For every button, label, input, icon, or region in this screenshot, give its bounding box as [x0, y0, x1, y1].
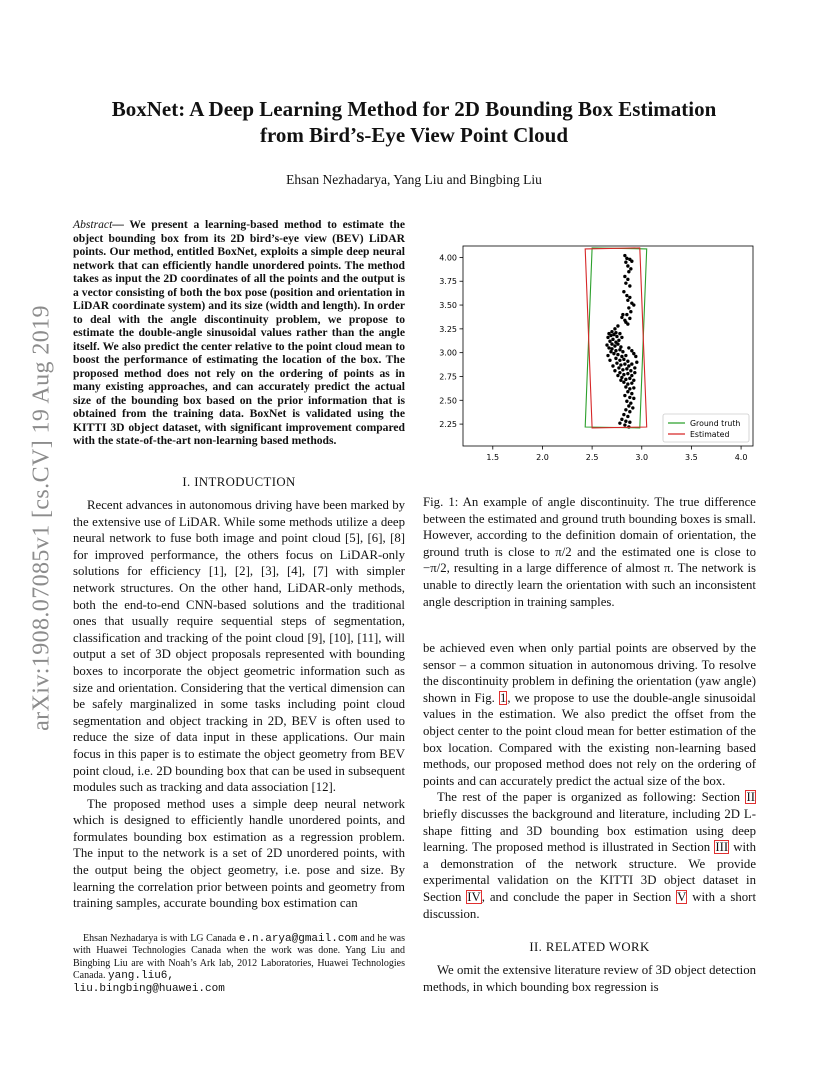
lidar-point [635, 360, 638, 363]
lidar-point [627, 364, 630, 367]
lidar-point [613, 344, 616, 347]
lidar-point [621, 368, 624, 371]
lidar-point [615, 361, 618, 364]
lidar-point [629, 310, 632, 313]
lidar-point [622, 358, 625, 361]
footnote-email-2[interactable]: yang.liu6, [108, 970, 175, 983]
right-paragraph-1: be achieved even when only partial points are observed by the sensor – a common situation in autonomous driving. To resolve the discontinuity problem in defining the orientation (yaw angle) shown in Fig. 1, we propose to use the double-angle sinusoidal values in the estimation. We also predict the offset from the object center to the point cloud mean for better estimation of the box location. Compared with the existing non-learning based methods, our proposed method does not rely on the ordering of points and can accurately predict the actual size of the box. [423, 641, 756, 788]
section-iv-link[interactable]: IV [467, 889, 481, 904]
lidar-point [630, 349, 633, 352]
x-tick-label: 1.5 [486, 453, 500, 462]
lidar-point [627, 404, 630, 407]
lidar-point [626, 322, 629, 325]
paper-title [60, 96, 768, 148]
lidar-point [624, 408, 627, 411]
lidar-point [626, 264, 629, 267]
section-v-link[interactable]: V [677, 889, 687, 904]
arxiv-side-stamp [22, 258, 62, 778]
lidar-point [614, 357, 617, 360]
lidar-point [628, 387, 631, 390]
lidar-point [629, 401, 632, 404]
lidar-point [621, 350, 624, 353]
chart-svg [423, 238, 756, 478]
lidar-point [607, 346, 610, 349]
lidar-point [625, 400, 628, 403]
y-tick-label: 3.75 [439, 277, 457, 287]
lidar-point [606, 336, 609, 339]
y-tick-label: 2.75 [439, 372, 457, 382]
lidar-point [620, 336, 623, 339]
lidar-point [623, 319, 626, 322]
title-line-1: BoxNet: A Deep Learning Method for 2D Bounding Box Estimation [111, 97, 717, 121]
lidar-point [609, 334, 612, 337]
lidar-point [609, 350, 612, 353]
lidar-point [627, 270, 630, 273]
section-iii-link[interactable]: III [715, 840, 729, 855]
lidar-point [605, 343, 608, 346]
lidar-point [630, 392, 633, 395]
y-tick-label: 3.50 [439, 301, 457, 311]
y-tick-label: 2.25 [439, 420, 457, 430]
intro-paragraph-2: The proposed method uses a simple deep neural network which is designed to efficiently handle unordered points, and formulates bounding box estimation as a regression problem. The input to the network is a set of 2D unordered points, with the output being the object geometry, i.e. pose and size. By learning the correlation prior between points and geometry from training samples, accurate bounding box estimation can [73, 796, 405, 911]
lidar-point [624, 354, 627, 357]
lidar-point [628, 420, 631, 423]
author-list: Ehsan Nezhadarya, Yang Liu and Bingbing Liu [286, 172, 542, 187]
lidar-point [625, 313, 628, 316]
lidar-point [628, 296, 631, 299]
intro-text [73, 497, 405, 912]
abstract-label: Abstract [73, 218, 113, 231]
related-work-text [423, 962, 756, 995]
lidar-point [632, 303, 635, 306]
lidar-point [624, 385, 627, 388]
lidar-point [622, 380, 625, 383]
figure-1-chart [423, 238, 756, 478]
lidar-point [610, 342, 613, 345]
lidar-point [624, 420, 627, 423]
section-ii-link[interactable]: II [746, 790, 755, 805]
lidar-point [618, 371, 621, 374]
lidar-point [626, 390, 629, 393]
lidar-point [616, 324, 619, 327]
lidar-point [630, 260, 633, 263]
lidar-point [632, 352, 635, 355]
lidar-point [628, 410, 631, 413]
lidar-point [624, 281, 627, 284]
lidar-point [618, 359, 621, 362]
x-tick-label: 3.5 [685, 453, 698, 462]
lidar-point [606, 354, 609, 357]
lidar-point [624, 260, 627, 263]
legend-label: Ground truth [690, 419, 741, 428]
lidar-point [633, 371, 636, 374]
legend-label: Estimated [690, 430, 730, 439]
lidar-point [624, 378, 627, 381]
lidar-point [616, 374, 619, 377]
footnote-email-3[interactable]: liu.bingbing@huawei.com [73, 982, 225, 995]
lidar-point [617, 366, 620, 369]
footnote-email-1[interactable]: e.n.arya@gmail.com [238, 933, 358, 945]
lidar-point [617, 339, 620, 342]
lidar-point [626, 360, 629, 363]
lidar-point [618, 421, 621, 424]
lidar-point [611, 338, 614, 341]
intro-paragraph-1: Recent advances in autonomous driving have been marked by the extensive use of LiDAR. While some methods utilize a deep neural network to fuse both image and point cloud [5], [6], [8] for improved performance, the others focus on LiDAR-only solutions for efficiency [1], [2], [3], [4], [7] with simpler network structures. On the other hand, LiDAR-only methods, both the end-to-end CNN-based solutions and the traditional ones that usually require sequential steps of segmentation, classification and tracking of the point cloud [9], [10], [11], will output a set of 3D object proposals represented with bounding boxes to incorporate the object geometric information such as size and orientation. Considering that the vertical dimension can be safely marginalized in some tasks including point cloud segmentation and object tracking in 2D, BEV is often used to reduce the size of data input in these applications. Our main focus in this paper is to estimate the object geometry from BEV point cloud, i.e. 2D bounding box that can be used in subsequent modules such as tracking and data association [12]. [73, 498, 405, 795]
lidar-point [632, 379, 635, 382]
lidar-point [630, 374, 633, 377]
title-line-2: from Bird’s-Eye View Point Cloud [260, 123, 568, 147]
lidar-point [626, 415, 629, 418]
lidar-point [629, 267, 632, 270]
footnote-text-1: Ehsan Nezhadarya is with LG Canada [83, 933, 239, 944]
related-paragraph-1: We omit the extensive literature review of 3D object detection methods, in which bounding box regression is [423, 963, 756, 994]
lidar-point [623, 423, 626, 426]
lidar-point [608, 359, 611, 362]
lidar-point [632, 386, 635, 389]
lidar-point [632, 397, 635, 400]
lidar-point [608, 340, 611, 343]
lidar-point [612, 352, 615, 355]
lidar-point [626, 372, 629, 375]
lidar-point [618, 348, 621, 351]
lidar-point [631, 406, 634, 409]
x-tick-label: 2.5 [585, 453, 599, 462]
lidar-point [615, 335, 618, 338]
lidar-point [626, 278, 629, 281]
x-tick-label: 3.0 [635, 453, 649, 462]
x-tick-label: 4.0 [734, 453, 748, 462]
abstract [73, 218, 405, 448]
lidar-point [613, 369, 616, 372]
lidar-point [620, 418, 623, 421]
lidar-point [623, 394, 626, 397]
lidar-point [616, 353, 619, 356]
lidar-point [623, 254, 626, 257]
lidar-point [626, 299, 629, 302]
lidar-point [625, 257, 628, 260]
lidar-point [623, 275, 626, 278]
lidar-point [627, 306, 630, 309]
lidar-point [620, 355, 623, 358]
lidar-point [622, 290, 625, 293]
lidar-point [620, 316, 623, 319]
lidar-point [622, 373, 625, 376]
lidar-point [630, 362, 633, 365]
lidar-point [619, 363, 622, 366]
lidar-point [625, 294, 628, 297]
section-heading-related-work: II. RELATED WORK [529, 940, 650, 954]
lidar-point [623, 362, 626, 365]
lidar-point [630, 381, 633, 384]
lidar-point [626, 382, 629, 385]
right-paragraph-2: The rest of the paper is organized as following: Section II briefly discusses the background and literature, including 2D L-shape fitting and 3D bounding box estimation using deep learning. The proposed method is illustrated in Section III with a demonstration of the network structure. We provide experimental validation on the KITTI 3D object dataset in Section IV, and conclude the paper in Section V with a short discussion. [423, 790, 757, 921]
footnote-text-2: and he was with Huawei Technologies Canada when the work was done. Yang Liu and Bingbing Liu are with Noah’s Ark lab, 2012 Laboratories, Huawei Technologies Canada. [73, 933, 405, 982]
lidar-point [613, 327, 616, 330]
abstract-text: — We present a learning-based method to estimate the object bounding box from its 2D bird’s-eye view (BEV) LiDAR points. Our method, entitled BoxNet, exploits a simple deep neural network that can efficiently handle unordered points. The method takes as input the 2D coordinates of all the points and the output is a vector consisting of both the box pose (position and orientation in LiDAR coordinate system) and its size (width and length). In order to deal with the angle discontinuity problem, we propose to estimate the double-angle sinusoidal values rather than the angle itself. We also predict the center relative to the point cloud mean to boost the performance of estimating the location of the box. The proposed method does not rely on the ordering of points as in many existing approaches, and can accurately predict the actual size of the bounding box based on the prior information that is obtained from the training data. BoxNet is validated using the KITTI 3D object dataset, with significant improvement compared with the state-of-the-art non-learning based methods. [73, 218, 405, 447]
lidar-point [614, 331, 617, 334]
lidar-point [610, 330, 613, 333]
figure-1-caption: Fig. 1: An example of angle discontinuity. The true difference between the estimated and ground truth bounding boxes is small. However, according to the definition domain of orientation, the ground truth is close to π/2 and the estimated one is close to −π/2, resulting in a large difference of almost π. The network is unable to directly learn the orientation with such an inconsistent angle description in training samples. [423, 495, 756, 609]
y-tick-label: 4.00 [439, 253, 457, 263]
y-tick-label: 3.25 [439, 324, 457, 334]
lidar-point [625, 367, 628, 370]
lidar-point [628, 317, 631, 320]
lidar-point [611, 364, 614, 367]
lidar-point [622, 413, 625, 416]
lidar-point [628, 377, 631, 380]
x-tick-label: 2.0 [536, 453, 549, 462]
y-tick-label: 2.50 [439, 396, 457, 406]
figure-1-link[interactable]: 1 [499, 690, 507, 705]
lidar-point [628, 284, 631, 287]
footnote [73, 933, 405, 995]
lidar-point [629, 369, 632, 372]
lidar-point [616, 342, 619, 345]
right-column-text [423, 640, 756, 922]
lidar-point [628, 396, 631, 399]
arxiv-id-text: arXiv:1908.07085v1 [cs.CV] 19 Aug 2019 [28, 305, 55, 731]
lidar-point [614, 349, 617, 352]
lidar-point [627, 346, 630, 349]
lidar-point [633, 366, 636, 369]
y-tick-label: 3.00 [439, 348, 457, 358]
section-heading-introduction: I. INTRODUCTION [182, 475, 296, 489]
lidar-point [619, 379, 622, 382]
lidar-point [634, 355, 637, 358]
lidar-point [618, 332, 621, 335]
